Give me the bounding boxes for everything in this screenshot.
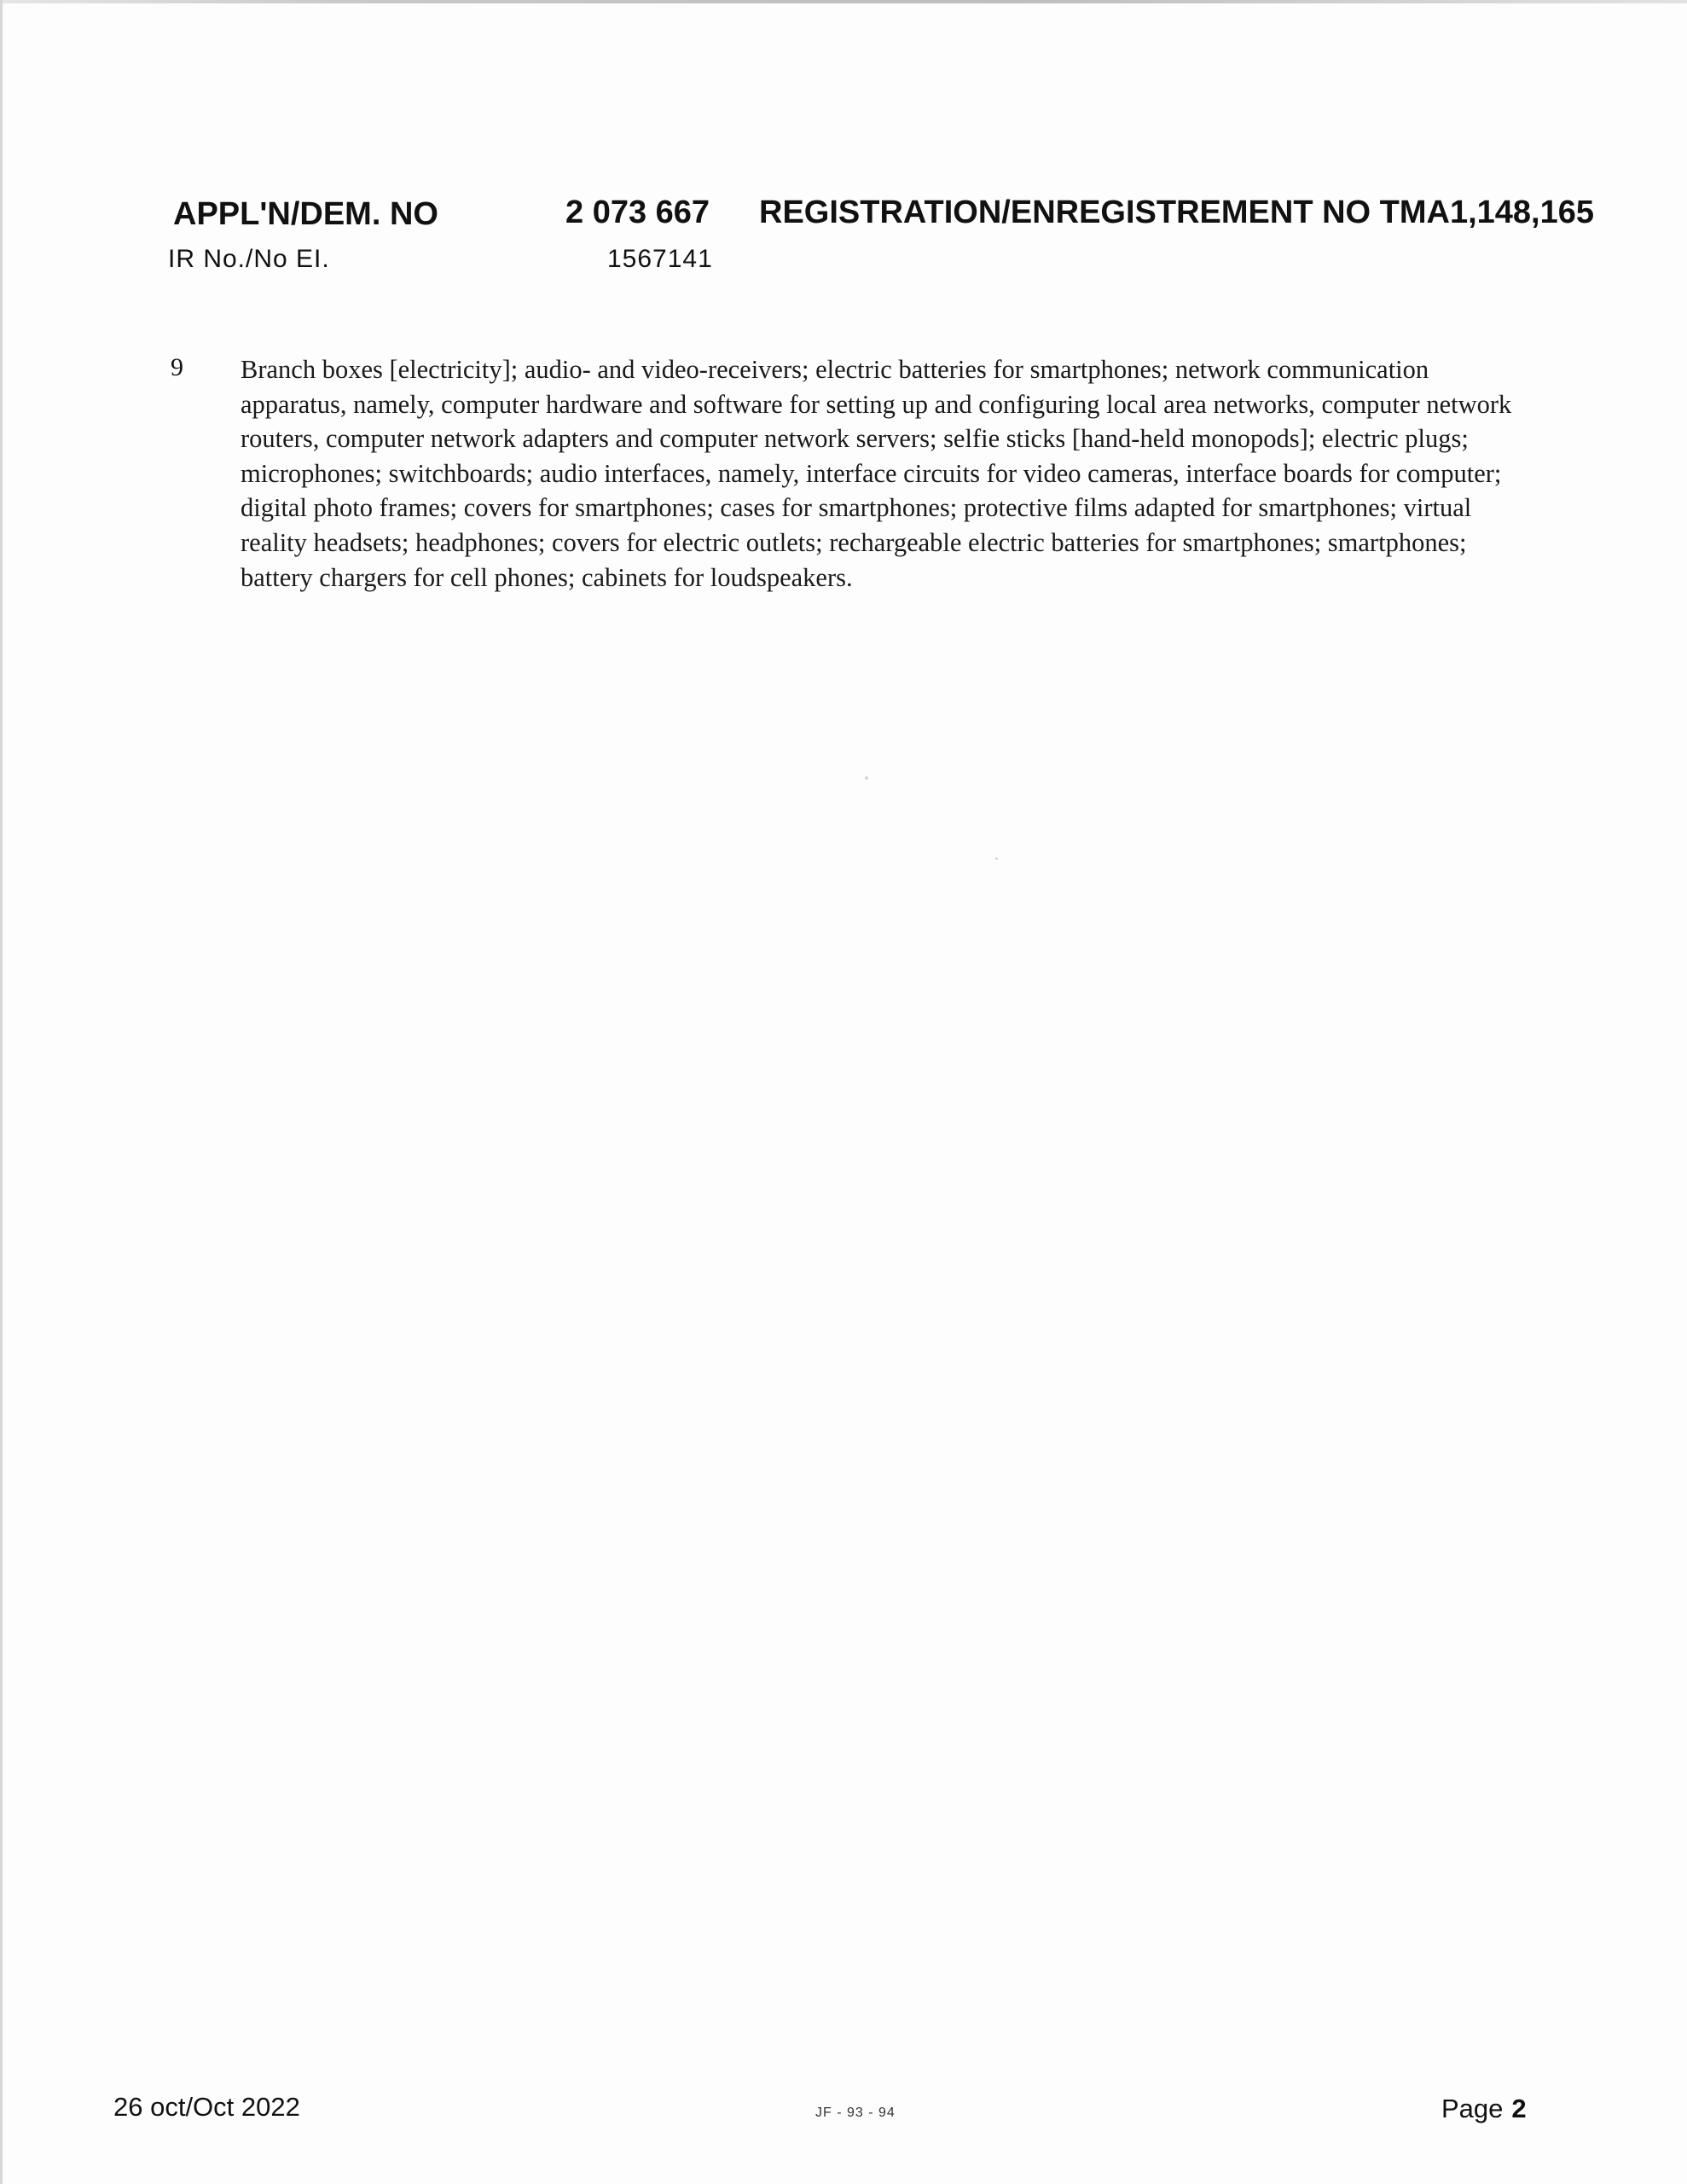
page-top-border xyxy=(0,0,1687,3)
scan-speck xyxy=(995,857,998,860)
page-number: 2 xyxy=(1511,2094,1527,2123)
page-label: Page xyxy=(1441,2094,1504,2123)
registration-number: REGISTRATION/ENREGISTREMENT NO TMA1,148,165 xyxy=(759,195,1595,230)
application-number-label: APPL'N/DEM. NO xyxy=(173,196,438,232)
application-number: 2 073 667 xyxy=(565,195,710,230)
goods-class-number: 9 xyxy=(171,353,183,381)
footer-form-code: JF - 93 - 94 xyxy=(815,2106,896,2120)
page-left-border xyxy=(0,0,3,2184)
scan-speck xyxy=(865,776,868,780)
page-indicator xyxy=(1441,2094,1527,2124)
goods-description: Branch boxes [electricity]; audio- and video-receivers; electric batteries for smartphones; network communication apparatus, namely, computer hardware and software for setting up and configuring local area networks, computer network routers, computer network adapters and computer network servers; selfie sticks [hand-held monopods]; electric plugs; microphones; switchboards; audio interfaces, namely, interface circuits for video cameras, interface boards for computer; digital photo frames; covers for smartphones; cases for smartphones; protective films adapted for smartphones; virtual reality headsets; headphones; covers for electric outlets; rechargeable electric batteries for smartphones; smartphones; battery chargers for cell phones; cabinets for loudspeakers. xyxy=(241,355,1512,592)
footer-date: 26 oct/Oct 2022 xyxy=(113,2092,300,2122)
ir-number-label: IR No./No EI. xyxy=(168,245,330,273)
ir-number: 1567141 xyxy=(607,245,713,273)
